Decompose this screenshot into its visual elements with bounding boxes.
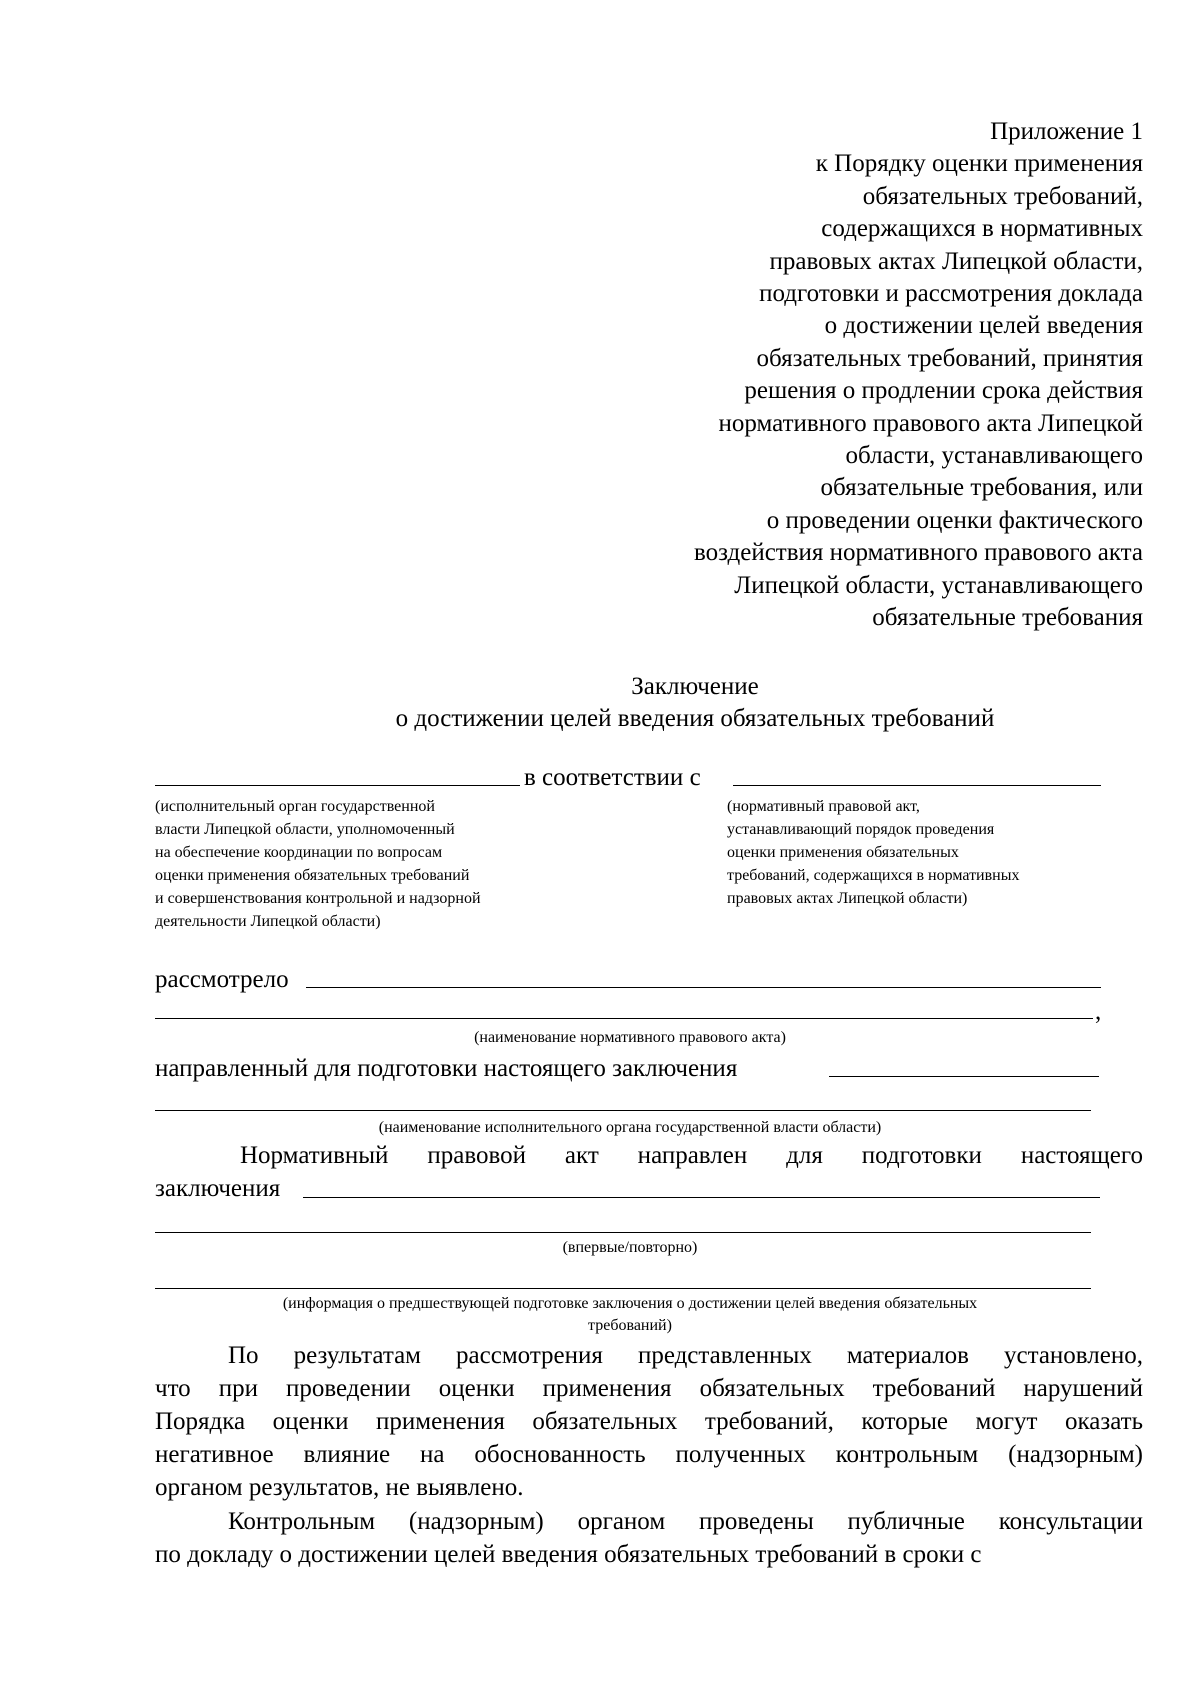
- appendix-line: подготовки и рассмотрения доклада: [759, 280, 1143, 308]
- sent-for-blank[interactable]: [829, 1076, 1099, 1077]
- note-line: правовых актах Липецкой области): [727, 890, 968, 907]
- reviewed-blank[interactable]: [306, 987, 1101, 988]
- note-line: и совершенствования контрольной и надзорной: [155, 890, 481, 907]
- paragraph-line: Порядка оценки применения обязательных требований, которые могут оказать: [155, 1408, 1143, 1435]
- appendix-line: о достижении целей введения: [824, 312, 1143, 340]
- act-sent-line2: заключения: [155, 1175, 281, 1202]
- appendix-line: обязательные требования: [872, 604, 1143, 632]
- act-name-note: (наименование нормативного правового акта): [474, 1029, 786, 1046]
- prior-info-blank[interactable]: [155, 1288, 1091, 1289]
- act-name-blank[interactable]: [155, 1018, 1093, 1019]
- procedure-act-blank[interactable]: [733, 785, 1101, 786]
- in-accordance-label: в соответствии с: [524, 764, 701, 791]
- paragraph-line: органом результатов, не выявлено.: [155, 1474, 524, 1501]
- appendix-line: обязательных требований,: [862, 182, 1143, 210]
- appendix-line: правовых актах Липецкой области,: [769, 247, 1143, 275]
- appendix-line: о проведении оценки фактического: [766, 506, 1143, 534]
- paragraph-line: Контрольным (надзорным) органом проведены публичные консультации: [228, 1508, 1143, 1535]
- prior-info-note-line2: требований): [588, 1317, 672, 1334]
- appendix-line: к Порядку оценки применения: [815, 150, 1143, 178]
- appendix-line: нормативного правового акта Липецкой: [718, 409, 1143, 437]
- appendix-line: воздействия нормативного правового акта: [693, 539, 1143, 567]
- sent-for-label: направленный для подготовки настоящего заключения: [155, 1055, 738, 1082]
- first-repeat-note: (впервые/повторно): [562, 1239, 698, 1256]
- act-sent-line1: Нормативный правовой акт направлен для подготовки настоящего: [240, 1142, 1143, 1169]
- document-subtitle: о достижении целей введения обязательных требований: [395, 705, 995, 732]
- note-line: требований, содержащихся в нормативных: [727, 867, 1020, 884]
- document-title: Заключение: [631, 673, 759, 700]
- appendix-line: содержащихся в нормативных: [821, 215, 1143, 243]
- appendix-header: [560, 116, 1143, 635]
- note-line: деятельности Липецкой области): [155, 913, 381, 930]
- executive-body-blank[interactable]: [155, 785, 520, 786]
- act-sent-blank[interactable]: [303, 1197, 1100, 1198]
- paragraph-line: По результатам рассмотрения представленных материалов установлено,: [228, 1342, 1143, 1369]
- note-line: устанавливающий порядок проведения: [727, 821, 995, 838]
- appendix-line: Приложение 1: [990, 118, 1143, 145]
- paragraph-line: по докладу о достижении целей введения обязательных требований в сроки с: [155, 1541, 982, 1568]
- appendix-line: Липецкой области, устанавливающего: [734, 571, 1143, 599]
- note-line: оценки применения обязательных требований: [155, 867, 470, 884]
- note-line: оценки применения обязательных: [727, 844, 959, 861]
- appendix-line: обязательные требования, или: [820, 474, 1143, 502]
- appendix-line: области, устанавливающего: [845, 442, 1143, 470]
- appendix-line: обязательных требований, принятия: [756, 344, 1143, 372]
- body-name-blank[interactable]: [155, 1110, 1091, 1111]
- first-repeat-blank[interactable]: [155, 1232, 1091, 1233]
- note-line: на обеспечение координации по вопросам: [155, 844, 443, 861]
- body-name-note: (наименование исполнительного органа государственной власти области): [378, 1119, 882, 1136]
- reviewed-label: рассмотрело: [155, 966, 289, 993]
- paragraph-line: негативное влияние на обоснованность полученных контрольным (надзорным): [155, 1441, 1143, 1468]
- paragraph-line: что при проведении оценки применения обязательных требований нарушений: [155, 1375, 1143, 1402]
- appendix-line: решения о продлении срока действия: [744, 377, 1143, 405]
- note-line: (нормативный правовой акт,: [727, 798, 920, 815]
- note-line: (исполнительный орган государственной: [155, 798, 435, 815]
- prior-info-note-line1: (информация о предшествующей подготовке заключения о достижении целей введения обязательных: [282, 1295, 978, 1312]
- note-line: власти Липецкой области, уполномоченный: [155, 821, 455, 838]
- comma: ,: [1095, 998, 1102, 1025]
